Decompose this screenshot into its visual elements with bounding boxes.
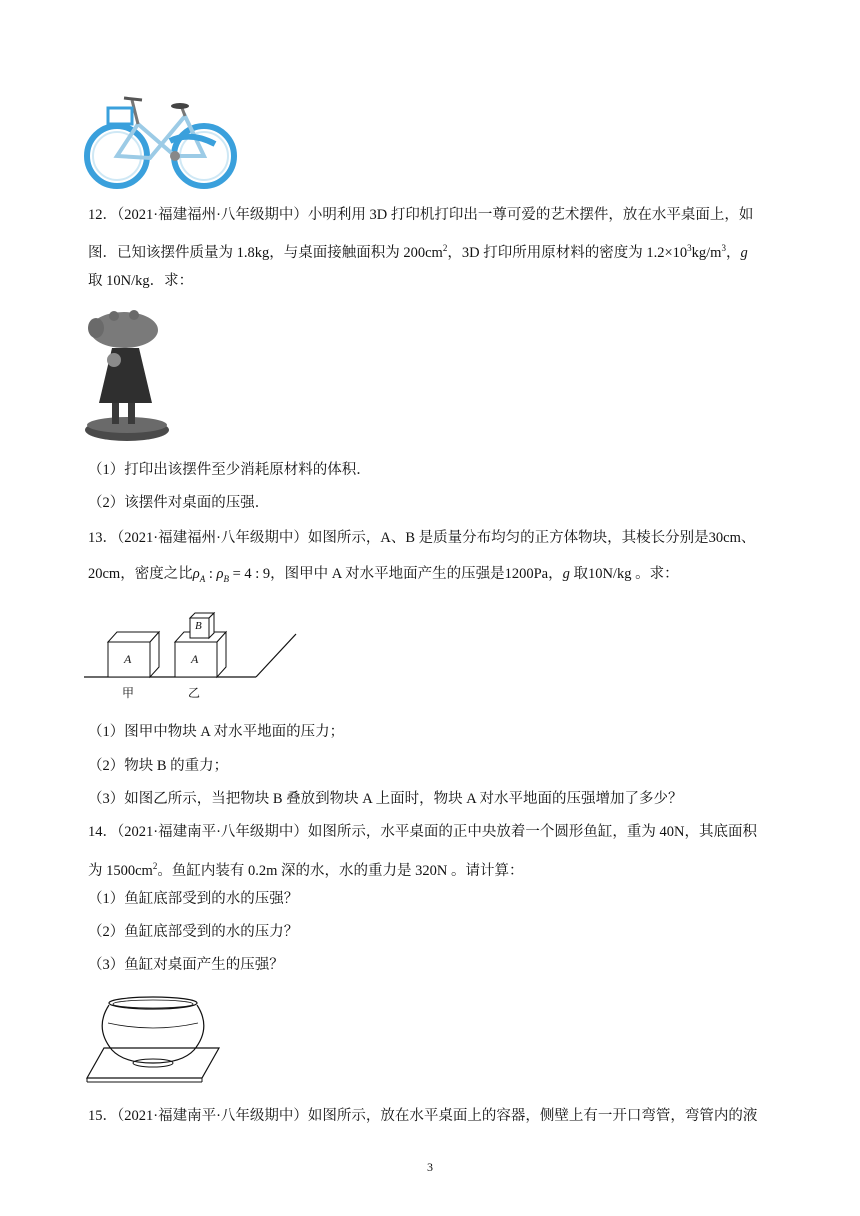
q13-g-symbol: g [562,566,570,582]
q13-line1: 13．（2021·福建福州·八年级期中）如图所示，A、B 是质量分布均匀的正方体物块，其棱长分别是30cm、 [88,530,756,546]
q12-line2-text-b: ，3D 打印所用原材料的密度为 1.2×10 [447,244,688,261]
blocks-figure [84,612,300,702]
q12-line2-text-a: 图．已知该摆件质量为 1.8kg，与桌面接触面积为 200cm [88,244,443,261]
q13-sub3: （3）如图乙所示，当把物块 B 叠放到物块 A 上面时，物块 A 对水平地面的压强增加了多少？ [88,791,683,807]
statue-figure [84,308,174,446]
q15-line1: 15．（2021·福建南平·八年级期中）如图所示，放在水平桌面上的容器，侧壁上有一开口弯管，弯管内的液 [88,1108,758,1124]
q14-line2-sup: 2 [152,861,158,871]
q14-line2-text-a: 为 1500cm [88,862,153,879]
q13-colon: : [205,566,217,582]
q12-g-symbol: g [740,244,748,261]
q12-line2 [88,238,748,263]
q14-line2 [88,856,523,881]
q13-rho-b: ρ [216,566,224,582]
q13-line2-text-a: 20cm，密度之比 [88,566,193,582]
bicycle-figure [80,86,240,191]
q13-ratio: = 4 : 9 [228,566,271,582]
q13-rho-b-sub: B [223,573,229,584]
block-a-label-jia: A [124,652,132,666]
q13-line2 [88,564,679,589]
q12-line2-text-d: ， [725,244,741,261]
figure-label-jia: 甲 [122,686,135,700]
q12-sub2: （2）该摆件对桌面的压强． [88,495,270,511]
q13-sub2: （2）物块 B 的重力； [88,758,229,774]
q12-line3: 取 10N/kg．求： [88,273,194,289]
q14-line2-text-b: 。鱼缸内装有 0.2m 深的水，水的重力是 320N 。请计算： [157,862,524,879]
fish-tank-figure [84,993,224,1085]
q13-rho-a-sub: A [199,573,206,584]
q14-sub1: （1）鱼缸底部受到的水的压强？ [88,891,299,907]
figure-label-yi: 乙 [188,686,201,700]
q13-sub1: （1）图甲中物块 A 对水平地面的压力； [88,724,345,740]
q12-line2-sup: 2 [442,243,448,253]
q14-sub3: （3）鱼缸对桌面产生的压强？ [88,957,284,973]
q12-sub1: （1）打印出该摆件至少消耗原材料的体积． [88,462,371,478]
q13-rho-a: ρ [192,566,200,582]
block-b-label: B [195,620,202,632]
block-a-label-yi: A [191,652,199,666]
q13-line2-text-b: ，图甲中 A 对水平地面产生的压强是1200Pa， [270,566,563,582]
q13-line2-text-c: 取10N/kg 。求： [569,566,679,582]
q12-line1: 12．（2021·福建福州·八年级期中）小明利用 3D 打印机打印出一尊可爱的艺术摆件，放在水平桌面上，如 [88,207,754,223]
q12-line2-sup3: 3 [721,243,726,253]
q14-line1: 14．（2021·福建南平·八年级期中）如图所示，水平桌面的正中央放着一个圆形鱼缸，重为 40N，其底面积 [88,824,757,840]
q14-sub2: （2）鱼缸底部受到的水的压力？ [88,924,299,940]
q12-line2-text-c: kg/m [691,244,722,261]
page-number: 3 [427,1160,433,1174]
q12-line2-sup2: 3 [687,243,692,253]
